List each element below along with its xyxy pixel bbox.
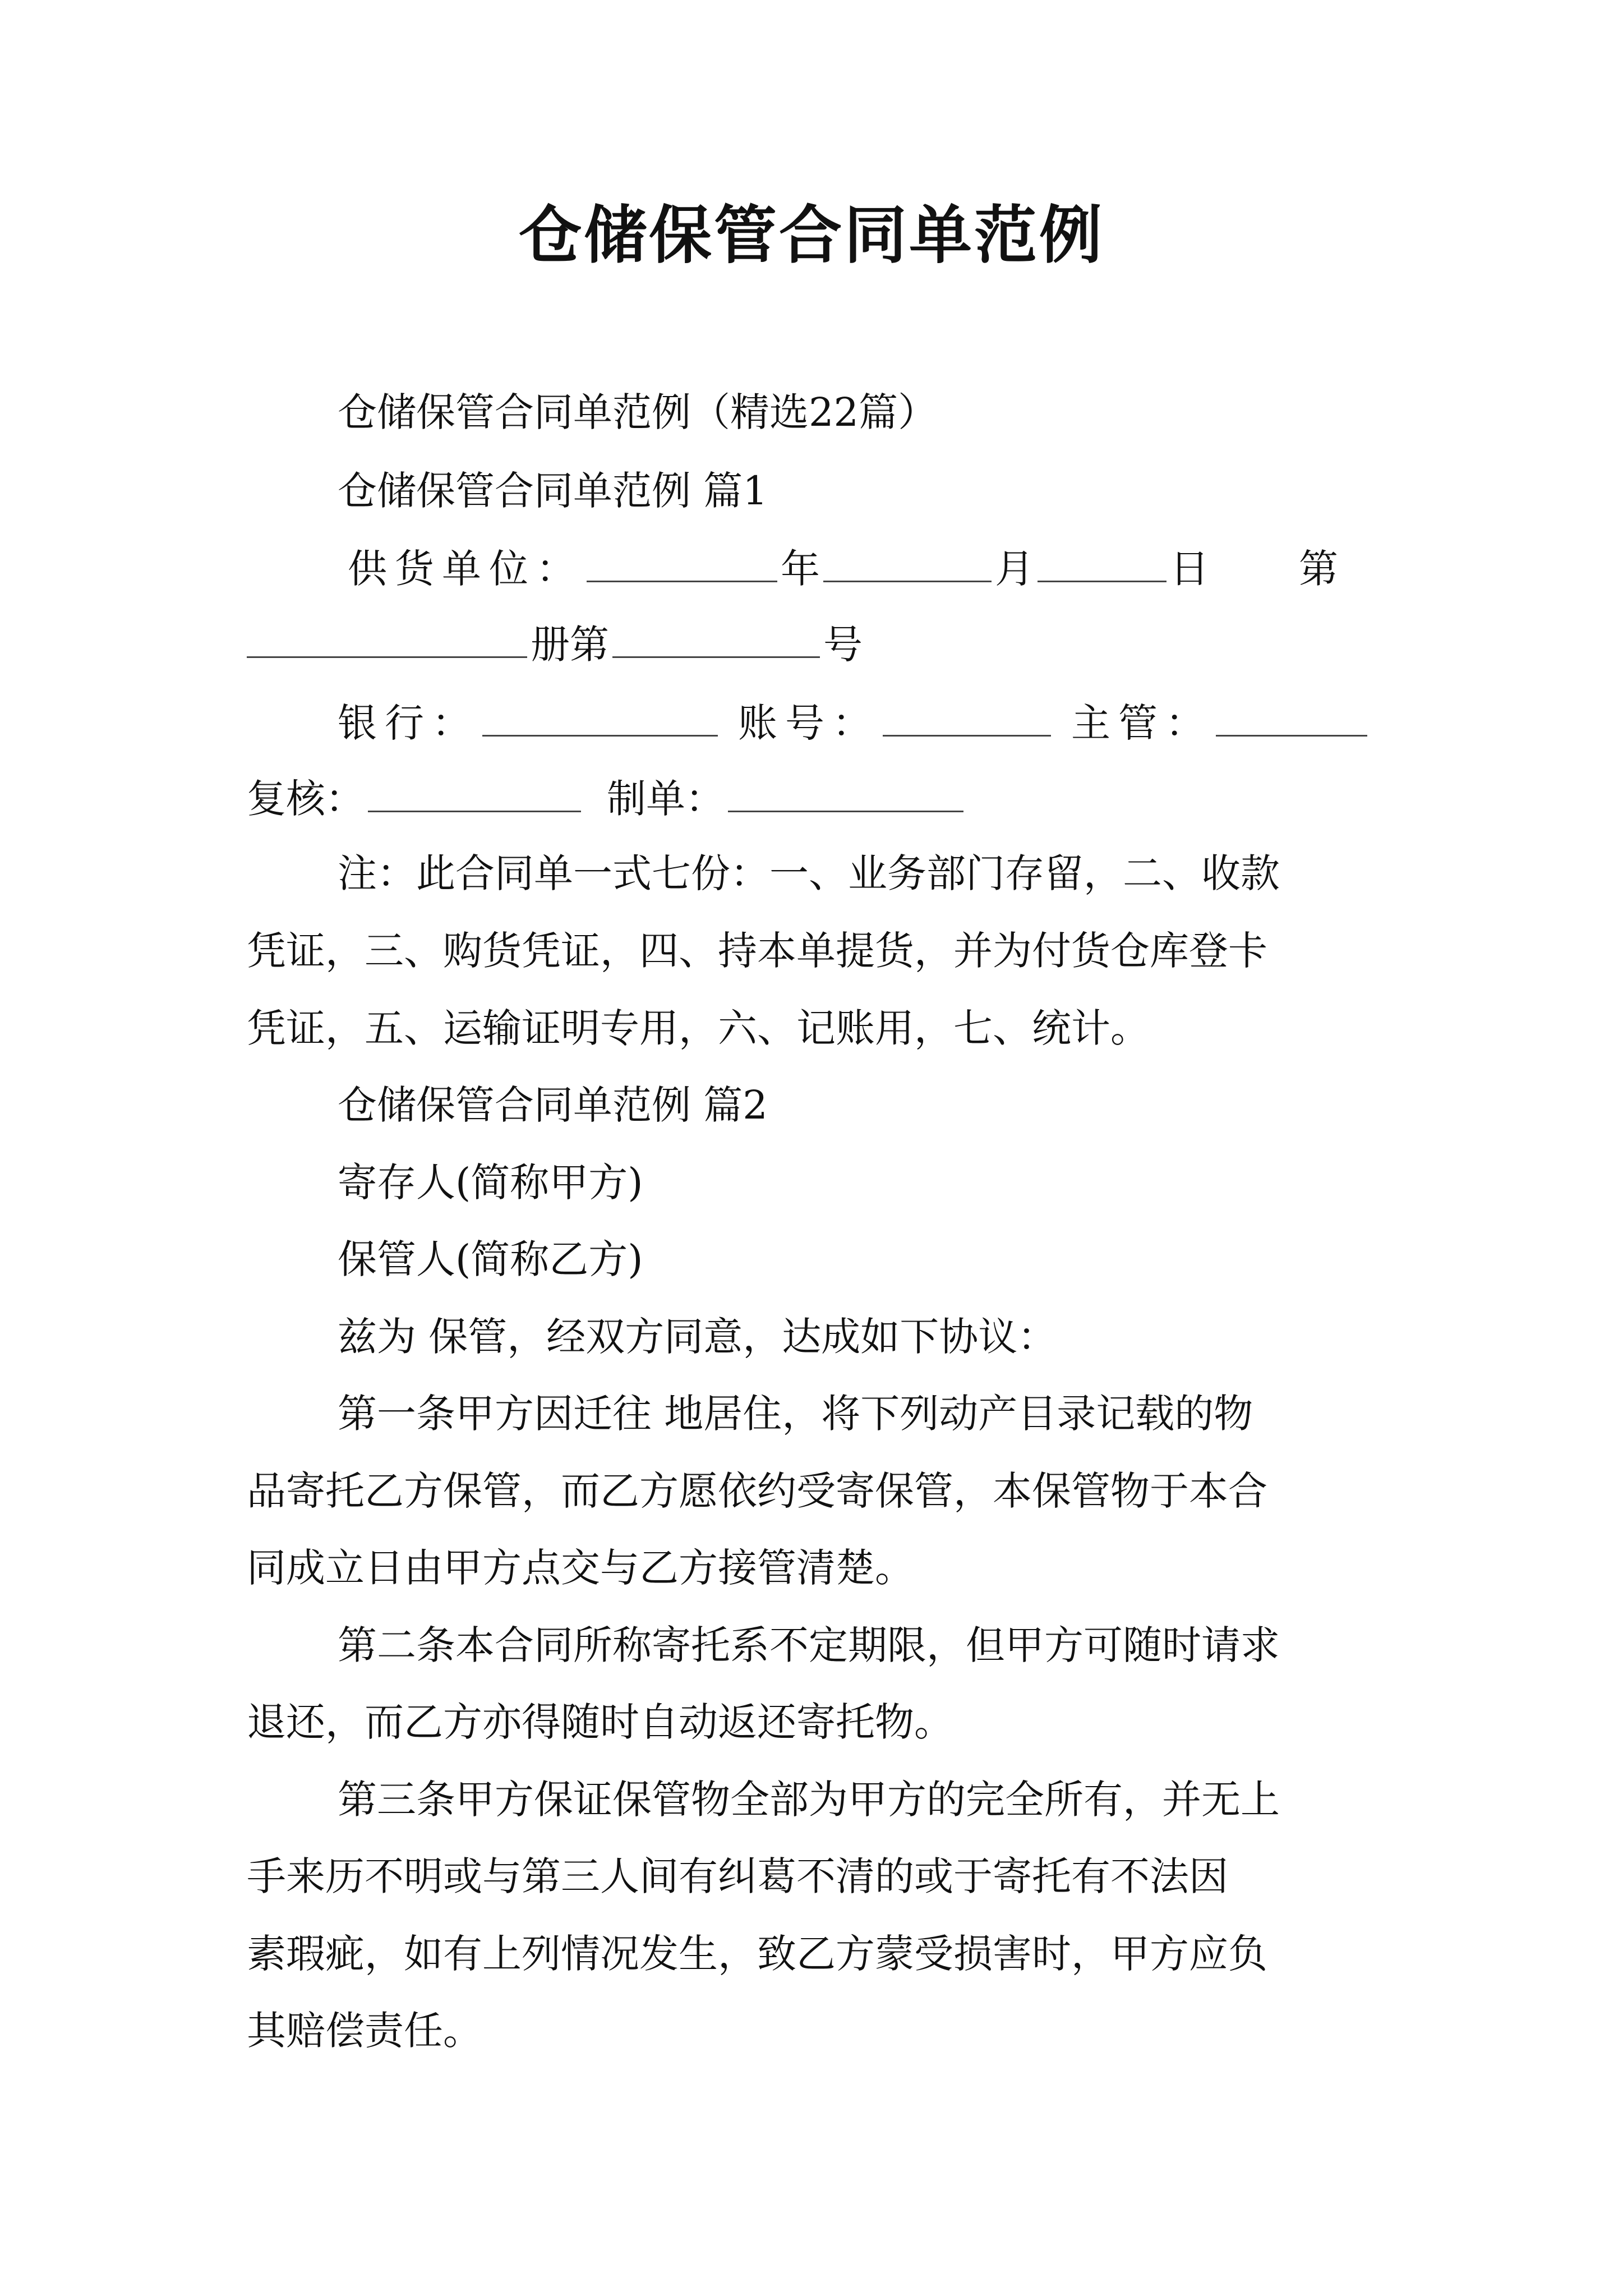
- party-b: 保管人(简称乙方): [338, 1236, 643, 1282]
- day-label: 日: [1170, 546, 1209, 592]
- note-line-1: 注：此合同单一式七份：一、业务部门存留，二、收款: [338, 850, 1280, 896]
- form-row-date: [348, 541, 1338, 594]
- bank-blank: [482, 696, 718, 737]
- month-label: 月: [995, 546, 1034, 592]
- article2-line-1: 第二条本合同所称寄托系不定期限，但甲方可随时请求: [338, 1622, 1280, 1668]
- article1-line-3: 同成立日由甲方点交与乙方接管清楚。: [247, 1545, 914, 1591]
- supplier-blank: [587, 541, 777, 582]
- year-label: 年: [781, 546, 820, 592]
- number-label: 号: [823, 622, 863, 668]
- supervisor-label: 主管：: [1071, 700, 1212, 746]
- review-label: 复核：: [247, 776, 365, 822]
- section2-heading: 仓储保管合同单范例 篇2: [338, 1082, 768, 1128]
- number-blank: [612, 617, 820, 658]
- article3-line-2: 手来历不明或与第三人间有纠葛不清的或于寄托有不法因: [247, 1853, 1228, 1899]
- maker-label: 制单：: [607, 776, 725, 822]
- maker-blank: [728, 771, 963, 812]
- article2-line-2: 退还，而乙方亦得随时自动返还寄托物。: [247, 1699, 953, 1745]
- article1-line-2: 品寄托乙方保管，而乙方愿依约受寄保管，本保管物于本合: [247, 1468, 1267, 1514]
- year-blank: [823, 541, 992, 582]
- party-a: 寄存人(简称甲方): [338, 1159, 643, 1205]
- volume-label: 册第: [531, 622, 609, 668]
- note-line-3: 凭证，五、运输证明专用，六、记账用，七、统计。: [247, 1005, 1150, 1051]
- article3-line-3: 素瑕疵，如有上列情况发生，致乙方蒙受损害时，甲方应负: [247, 1931, 1267, 1977]
- section1-heading: 仓储保管合同单范例 篇1: [338, 468, 768, 514]
- article1-line-1: 第一条甲方因迁往 地居住，将下列动产目录记载的物: [338, 1391, 1253, 1437]
- supplier-label: 供货单位：: [348, 546, 583, 592]
- no-label: 第: [1299, 546, 1338, 592]
- supervisor-blank: [1216, 696, 1367, 737]
- account-label: 账号：: [738, 700, 879, 746]
- review-blank: [368, 771, 581, 812]
- form-row-volume: [247, 617, 863, 670]
- article3-line-1: 第三条甲方保证保管物全部为甲方的完全所有，并无上: [338, 1777, 1280, 1823]
- month-blank: [1038, 541, 1166, 582]
- agreement-intro: 兹为 保管，经双方同意，达成如下协议：: [338, 1314, 1057, 1360]
- volume-blank: [247, 617, 527, 658]
- account-blank: [883, 696, 1051, 737]
- article3-line-4: 其赔偿责任。: [247, 2008, 482, 2054]
- document-title: 仓储保管合同单范例: [519, 199, 1104, 272]
- form-row-bank: [338, 696, 1371, 748]
- document-subtitle: 仓储保管合同单范例（精选22篇）: [338, 389, 938, 435]
- note-line-2: 凭证，三、购货凭证，四、持本单提货，并为付货仓库登卡: [247, 928, 1267, 974]
- form-row-review: [247, 771, 967, 824]
- bank-label: 银行：: [338, 700, 479, 746]
